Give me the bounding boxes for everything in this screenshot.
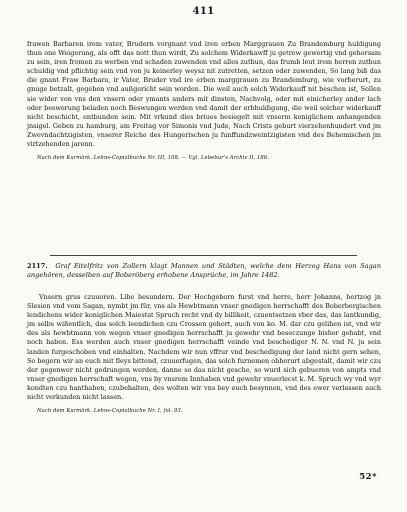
page-number: 411 <box>192 6 215 17</box>
section-divider <box>50 255 357 256</box>
document-2-section <box>27 293 381 415</box>
document-2-heading <box>27 262 381 281</box>
document-2-source: Nach dem Kurmärk. Lehns-Copialbuche Nr. I, fol. 93. <box>37 408 183 415</box>
document-2-number: 2117. <box>27 262 48 270</box>
document-1-section <box>27 40 381 162</box>
document-1-text: frawen Barbaren irem vater, Brudern vorgnant vnd iren erben Marggrauen Zu Brandemburg huldigung thun one Weigerung, als offt das nott thun wirdt, Zu solchem Widerkawff ju getrew gewertig vnd gehorsam zu sein, iren fromen zu werben vnd schaden zuwenden vnd alles zuthun, das frumb leut irem herren zuthun schuldig vnd pflichtig sein vnd von ju keinerley weysz nit zutretten, setzen oder zuwenden, So lang biß das die gnant Fraw Barbara, ir Vater, Bruder vnd ire erben marggrauen zu Brandemburg, wie vorberurt, zu gnuge betzalt, gegeben vnd außgericht sein worden. Die weil auch solch Widerkauff nit beschen ist, Sollen sie wider von vns den vnsern oder ymants anders mit dinsten, Nachvolg, oder mit einicherley ander lach oder beswerung beladen noch Beswungen werden vnd damit der erbhuldigung, die weil solcher widerkauff nicht beschicht, entbunden sein. Mit vrkund dies briues besiegelt mit vnserm koniglichem anhangenden jnsigel. Geben zu hamburg, am Freitag vor Simonis vnd Jude, Nach Crists geburt vierzehenhundert vnd jm Zwevndachtzigisten, vnserer Reiche des Hungerischen ju funffundzweintzigisten vnd des Behemischen jm virtzehenden jarenn. <box>27 40 381 149</box>
document-2-title: Graf Eitelfritz von Zollern klagt Mannen und Städten, welche dem Herzog Hans von Sagan angehören, desselben auf Boberöberg erhobene Ansprüche, im Jahre 1482. <box>27 262 381 280</box>
signature-mark: 52* <box>359 472 377 482</box>
document-1-source: Nach dem Kurmärk. Lehns-Copialbuche Nr. III, 108. — Vgl. Lebebur's Archiv II, 186. <box>37 155 269 162</box>
document-2-text: Vnsern grus czuuoren. Libe besundern. Der Hochgeborn furst vnd herre, herr Johanns, hertzog jn Slesien vnd vom Sagan, nymbt jm für, vns als Hewbtmann vnser gnedigen herrschafft des Boberbergischen lendichens wider koniglichen Maiestat Spruch recht vnd dy billikeit, czuentsetzen vber das, das lantkundig, jm selbs wißentlich, das solch leendichen czu Crossen gehort, auch von ko. M. dar czu gelihen ist, vnd wir des als hewbtmann von wegen vnser gnedigen herrschafft ju gewehr vnd beseczunge bisher gehabt, vnd noch haben. Ess werden auch vnser gnedigen herrschafft veinde vnd beschediger N. N. vnd N. ju sein landen furgeschoben vnd einhalten. Nachdem wir nun vffrur vnd beschedigung der land nicht gern sehen, So begern wir an euch mit fleys bittend, czuuerfugen, das solch furnemen obberurt abgestalt, damit wir czu der gegenwer nicht gedrungen werden, danne so das nicht gesche, so wurd sich gebueren von ampts vnd vnser gnedigen herrschaft wegen, vns by vnsrem Innhaben vnd gewehr vnuerlecst k. M. Spruch wy vnd wyr kondten czu hanthaben, czubehalten, des wolten wir vns bey euch besynnen, vnd des ewer verlassen auch nicht verkunden nicht lassen. <box>27 293 381 402</box>
